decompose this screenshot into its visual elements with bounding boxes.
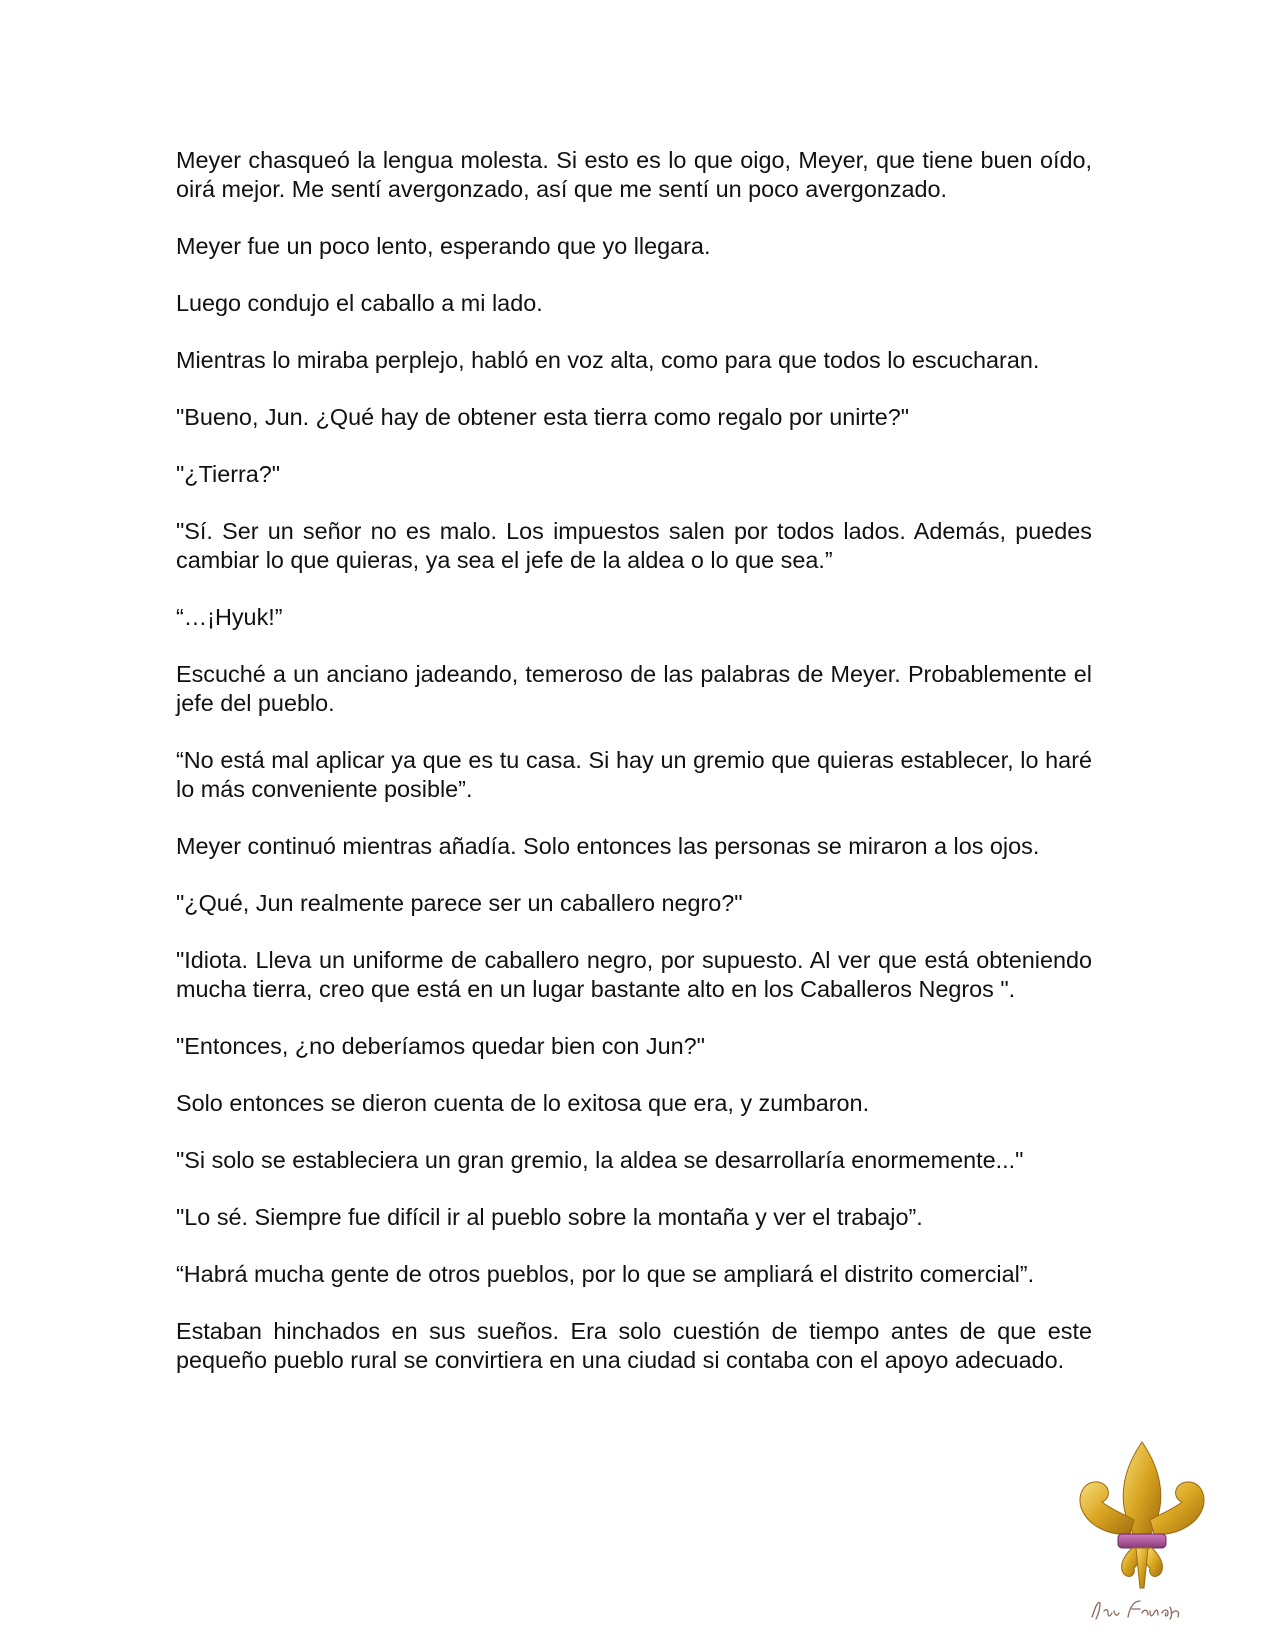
paragraph: "Idiota. Lleva un uniforme de caballero negro, por supuesto. Al ver que está obteniendo mucha tierra, creo que está en un lugar bastante alto en los Caballeros Negros ". — [176, 947, 1092, 1002]
paragraph: Estaban hinchados en sus sueños. Era solo cuestión de tiempo antes de que este pequeño pueblo rural se convirtiera en una ciudad si contaba con el apoyo adecuado. — [176, 1318, 1092, 1373]
paragraph: "Entonces, ¿no deberíamos quedar bien con Jun?" — [176, 1033, 705, 1059]
paragraph: "Si solo se estableciera un gran gremio, la aldea se desarrollaría enormemente..." — [176, 1147, 1024, 1173]
paragraph: "¿Qué, Jun realmente parece ser un caballero negro?" — [176, 890, 743, 916]
fleur-de-lis-icon — [1072, 1438, 1212, 1618]
paragraph: "Sí. Ser un señor no es malo. Los impuestos salen por todos lados. Además, puedes cambiar lo que quieras, ya sea el jefe de la aldea o lo que sea.” — [176, 518, 1092, 573]
paragraph: “Habrá mucha gente de otros pueblos, por lo que se ampliará el distrito comercial”. — [176, 1261, 1035, 1287]
paragraph: “No está mal aplicar ya que es tu casa. Si hay un gremio que quieras establecer, lo haré lo más conveniente posible”. — [176, 747, 1092, 802]
paragraph: Meyer continuó mientras añadía. Solo entonces las personas se miraron a los ojos. — [176, 833, 1040, 859]
paragraph: "Bueno, Jun. ¿Qué hay de obtener esta tierra como regalo por unirte?" — [176, 404, 910, 430]
paragraph: "¿Tierra?" — [176, 461, 281, 487]
paragraph: Luego condujo el caballo a mi lado. — [176, 290, 543, 316]
paragraph: Meyer fue un poco lento, esperando que yo llegara. — [176, 233, 711, 259]
paragraph: Escuché a un anciano jadeando, temeroso de las palabras de Meyer. Probablemente el jefe del pueblo. — [176, 661, 1092, 716]
paragraph: "Lo sé. Siempre fue difícil ir al pueblo sobre la montaña y ver el trabajo”. — [176, 1204, 923, 1230]
paragraph: Mientras lo miraba perplejo, habló en voz alta, como para que todos lo escucharan. — [176, 347, 1040, 373]
text-body — [176, 146, 1092, 1403]
paragraph: Meyer chasqueó la lengua molesta. Si esto es lo que oigo, Meyer, que tiene buen oído, oirá mejor. Me sentí avergonzado, así que me sentí un poco avergonzado. — [176, 147, 1092, 202]
paragraph: Solo entonces se dieron cuenta de lo exitosa que era, y zumbaron. — [176, 1090, 870, 1116]
paragraph: “…¡Hyuk!” — [176, 604, 283, 630]
logo-signature — [1088, 1597, 1183, 1628]
